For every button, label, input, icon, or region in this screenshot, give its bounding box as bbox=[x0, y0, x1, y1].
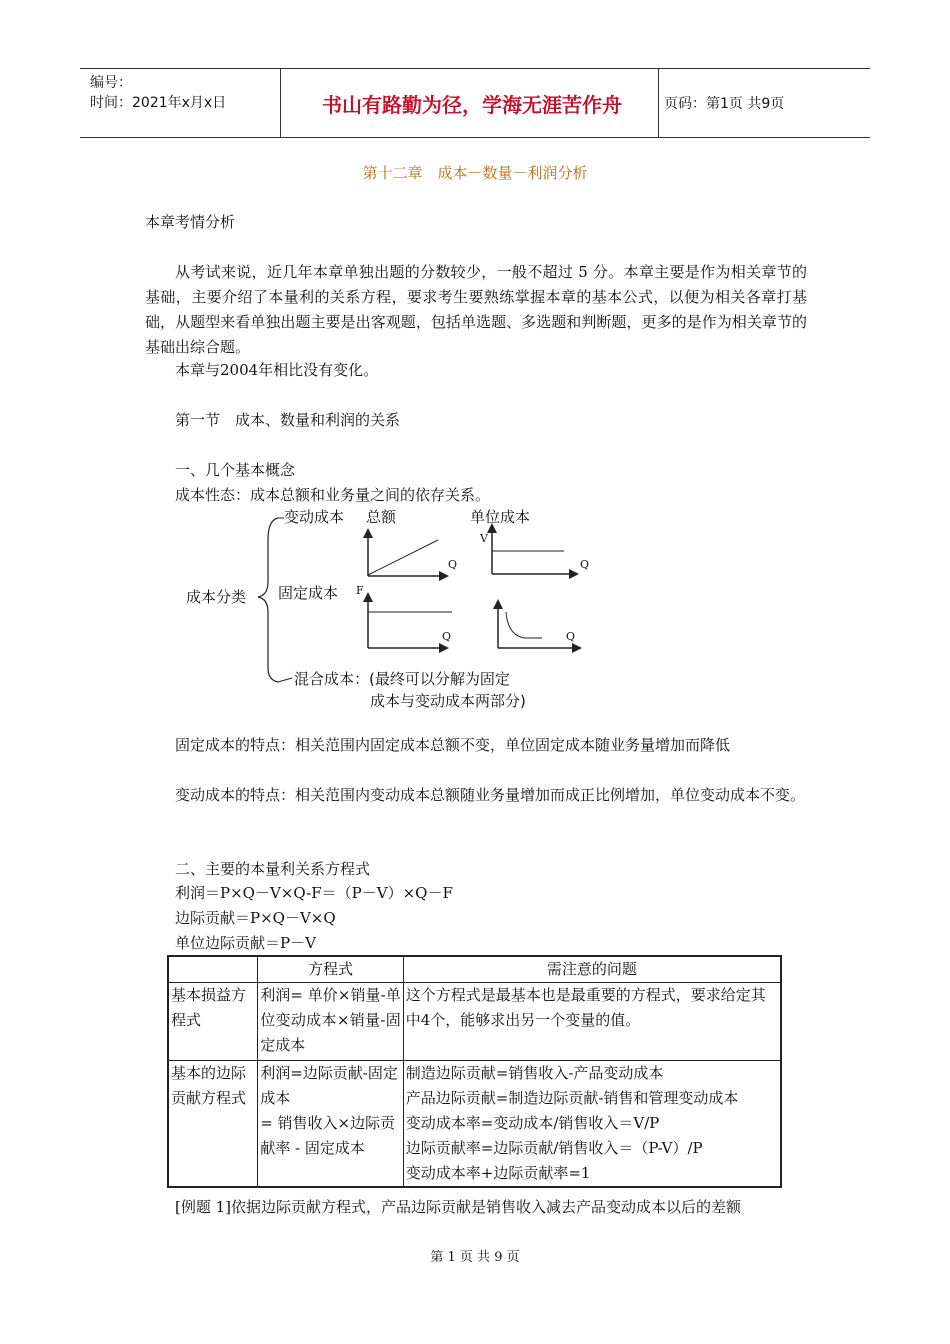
formula-unit-contribution: 单位边际贡献＝P－V bbox=[175, 934, 316, 952]
note-line: 变动成本率=变动成本/销售收入＝V/P bbox=[405, 1114, 660, 1132]
mixed-cost-label-1: 混合成本：(最终可以分解为固定 bbox=[294, 670, 510, 688]
chapter-title: 第十二章 成本－数量－利润分析 bbox=[362, 164, 588, 182]
example-question: [例题 1]依据边际贡献方程式，产品边际贡献是销售收入减去产品变动成本以后的差额 bbox=[175, 1198, 742, 1216]
table-row bbox=[168, 983, 781, 1061]
mixed-cost-label-2: 成本与变动成本两部分) bbox=[370, 692, 526, 710]
header-meta bbox=[90, 73, 226, 113]
formula-profit: 利润＝P×Q－V×Q-F＝（P－V）×Q－F bbox=[175, 884, 453, 902]
table-cell-notes bbox=[403, 1061, 781, 1188]
subsection-heading-1: 一、几个基本概念 bbox=[175, 461, 296, 479]
table-header-cell: 方程式 bbox=[258, 956, 404, 983]
total-label: 总额 bbox=[366, 508, 397, 526]
note-line: 产品边际贡献=制造边际贡献-销售和管理变动成本 bbox=[405, 1089, 739, 1107]
axis-f-label: F bbox=[356, 584, 364, 597]
table-header-cell: 需注意的问题 bbox=[403, 956, 781, 983]
table-header-cell bbox=[168, 956, 258, 983]
unit-cost-label: 单位成本 bbox=[470, 508, 531, 526]
header-divider bbox=[280, 69, 281, 137]
note-line: 制造边际贡献=销售收入-产品变动成本 bbox=[405, 1064, 664, 1082]
brace-tick bbox=[278, 678, 292, 682]
axis-q-label: Q bbox=[442, 630, 452, 643]
cost-behavior-definition: 成本性态：成本总额和业务量之间的依存关系。 bbox=[175, 486, 491, 504]
header-page-info: 页码：第1页 共9页 bbox=[664, 96, 785, 112]
axis-q-label: Q bbox=[580, 558, 590, 571]
subsection-heading-2: 二、主要的本量利关系方程式 bbox=[175, 860, 371, 878]
date-label: 时间：2021年x月x日 bbox=[90, 95, 227, 111]
variable-cost-label: 变动成本 bbox=[284, 508, 345, 526]
exam-analysis-paragraph: 从考试来说，近几年本章单独出题的分数较少，一般不超过 5 分。本章主要是作为相关章节的基础，主要介绍了本量利的关系方程，要求考生要熟练掌握本章的基本公式，以便为相关各章打基础，从题型来看单独出题主要是出客观题，包括单选题、多选题和判断题，更多的是作为相关章节的基础出综合题。 bbox=[145, 263, 807, 356]
change-note: 本章与2004年相比没有变化。 bbox=[175, 361, 379, 379]
table-row bbox=[168, 1061, 781, 1188]
exam-analysis-heading: 本章考情分析 bbox=[145, 213, 236, 231]
chart-fixed-unit bbox=[493, 599, 582, 653]
page-footer: 第 1 页 共 9 页 bbox=[430, 1250, 520, 1265]
chart-variable-total bbox=[363, 528, 449, 581]
table-cell-name: 基本的边际贡献方程式 bbox=[168, 1061, 258, 1188]
brace-shape bbox=[258, 518, 278, 682]
table-cell-equation: 利润= 单价×销量-单位变动成本×销量-固定成本 bbox=[258, 983, 404, 1061]
axis-v-label: V bbox=[480, 532, 488, 545]
chart-fixed-total bbox=[363, 592, 452, 653]
axis-q-label: Q bbox=[448, 558, 458, 571]
equation-line: = 销售收入×边际贡献率 - 固定成本 bbox=[260, 1114, 396, 1157]
note-line: 变动成本率+边际贡献率=1 bbox=[405, 1164, 591, 1182]
fixed-cost-label: 固定成本 bbox=[278, 584, 339, 602]
cost-classification-diagram bbox=[180, 500, 620, 720]
cvp-equations-table bbox=[167, 955, 782, 1188]
table-header-row bbox=[168, 956, 781, 983]
fixed-cost-feature: 固定成本的特点：相关范围内固定成本总额不变，单位固定成本随业务量增加而降低 bbox=[175, 736, 731, 754]
note-line: 边际贡献率=边际贡献/销售收入＝（P-V）/P bbox=[405, 1139, 703, 1157]
header-motto: 书山有路勤为径，学海无涯苦作舟 bbox=[322, 92, 622, 117]
root-label: 成本分类 bbox=[186, 588, 247, 606]
axis-q-label: Q bbox=[566, 630, 576, 643]
formula-contribution: 边际贡献＝P×Q－V×Q bbox=[175, 909, 336, 927]
chart-variable-unit bbox=[487, 523, 579, 579]
variable-cost-feature: 变动成本的特点：相关范围内变动成本总额随业务量增加而成正比例增加，单位变动成本不变。 bbox=[175, 786, 806, 804]
table-cell-equation bbox=[258, 1061, 404, 1188]
number-label: 编号： bbox=[90, 75, 132, 91]
section-heading: 第一节 成本、数量和利润的关系 bbox=[175, 411, 401, 429]
table-cell-notes: 这个方程式是最基本也是最重要的方程式，要求给定其中4个，能够求出另一个变量的值。 bbox=[403, 983, 781, 1061]
page-header bbox=[80, 68, 870, 138]
equation-line: 利润=边际贡献-固定成本 bbox=[260, 1064, 398, 1107]
table-cell-name: 基本损益方程式 bbox=[168, 983, 258, 1061]
